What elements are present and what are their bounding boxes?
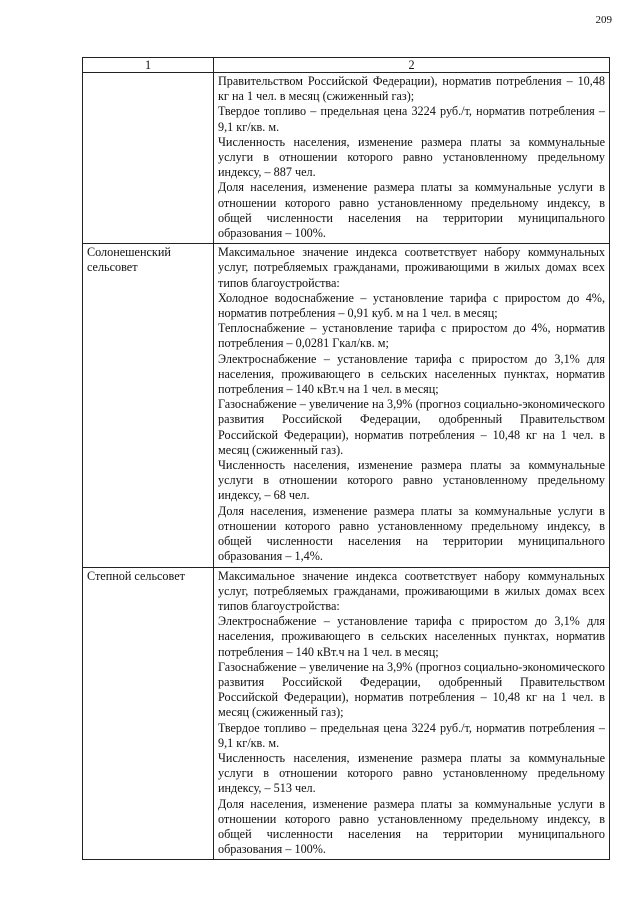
table-header-row bbox=[83, 58, 610, 73]
table-row bbox=[83, 73, 610, 244]
description-paragraph: Газоснабжение – увеличение на 3,9% (прогноз социально-экономического развития Российской Федерации, одобренный Правительством Российской Федерации), норматив потребления – 10,48 кг на 1 чел. в месяц (сжиженный газ). bbox=[218, 397, 605, 457]
table-row bbox=[83, 567, 610, 860]
municipality-name: Степной сельсовет bbox=[83, 567, 214, 860]
description-paragraph: Максимальное значение индекса соответствует набору коммунальных услуг, потребляемых гражданами, проживающими в жилых домах всех типов благоустройства: bbox=[218, 568, 605, 613]
description-paragraph: Численность населения, изменение размера платы за коммунальные услуги в отношении которого равно установленному предельному индексу, – 513 чел. bbox=[218, 750, 605, 796]
description-paragraph: Доля населения, изменение размера платы за коммунальные услуги в отношении которого равно установленному предельному индексу, в общей численности населения на территории муниципального образования – 100%. bbox=[218, 180, 605, 241]
column-header-1: 1 bbox=[83, 58, 214, 73]
index-description bbox=[214, 567, 610, 860]
table-row bbox=[83, 244, 610, 567]
index-description bbox=[214, 244, 610, 567]
description-paragraph: Доля населения, изменение размера платы за коммунальные услуги в отношении которого равно установленному предельному индексу, в общей численности населения на территории муниципального образования – 100%. bbox=[218, 796, 605, 857]
description-paragraph: Численность населения, изменение размера платы за коммунальные услуги в отношении которого равно установленному предельному индексу, – 68 чел. bbox=[218, 458, 605, 503]
description-paragraph: Доля населения, изменение размера платы за коммунальные услуги в отношении которого равно установленному предельному индексу, в общей численности населения на территории муниципального образования – 1,4%. bbox=[218, 503, 605, 564]
description-paragraph: Твердое топливо – предельная цена 3224 руб./т, норматив потребления – 9,1 кг/кв. м. bbox=[218, 720, 605, 750]
page-number: 209 bbox=[595, 14, 612, 26]
description-paragraph: Правительством Российской Федерации), норматив потребления – 10,48 кг на 1 чел. в месяц (сжиженный газ); bbox=[218, 74, 605, 104]
description-paragraph: Твердое топливо – предельная цена 3224 руб./т, норматив потребления – 9,1 кг/кв. м. bbox=[218, 104, 605, 134]
municipality-name bbox=[83, 73, 214, 244]
description-paragraph: Электроснабжение – установление тарифа с приростом до 3,1% для населения, проживающего в сельских населенных пунктах, норматив потребления – 140 кВт.ч на 1 чел. в месяц; bbox=[218, 614, 605, 659]
description-paragraph: Теплоснабжение – установление тарифа с приростом до 4%, норматив потребления – 0,0281 Гкал/кв. м; bbox=[218, 321, 605, 351]
description-paragraph: Холодное водоснабжение – установление тарифа с приростом до 4%, норматив потребления – 0,91 куб. м на 1 чел. в месяц; bbox=[218, 290, 605, 321]
municipality-name: Солонешенский сельсовет bbox=[83, 244, 214, 567]
description-paragraph: Газоснабжение – увеличение на 3,9% (прогноз социально-экономического развития Российской Федерации, одобренный Правительством Российской Федерации), норматив потребления – 10,48 кг на 1 чел. в месяц (сжиженный газ); bbox=[218, 659, 605, 720]
index-description bbox=[214, 73, 610, 244]
municipal-index-table bbox=[82, 57, 610, 860]
column-header-2: 2 bbox=[214, 58, 610, 73]
description-paragraph: Электроснабжение – установление тарифа с приростом до 3,1% для населения, проживающего в сельских населенных пунктах, норматив потребления – 140 кВт.ч на 1 чел. в месяц; bbox=[218, 351, 605, 397]
description-paragraph: Численность населения, изменение размера платы за коммунальные услуги в отношении которого равно установленному предельному индексу, – 887 чел. bbox=[218, 134, 605, 180]
description-paragraph: Максимальное значение индекса соответствует набору коммунальных услуг, потребляемых гражданами, проживающими в жилых домах всех типов благоустройства: bbox=[218, 245, 605, 290]
